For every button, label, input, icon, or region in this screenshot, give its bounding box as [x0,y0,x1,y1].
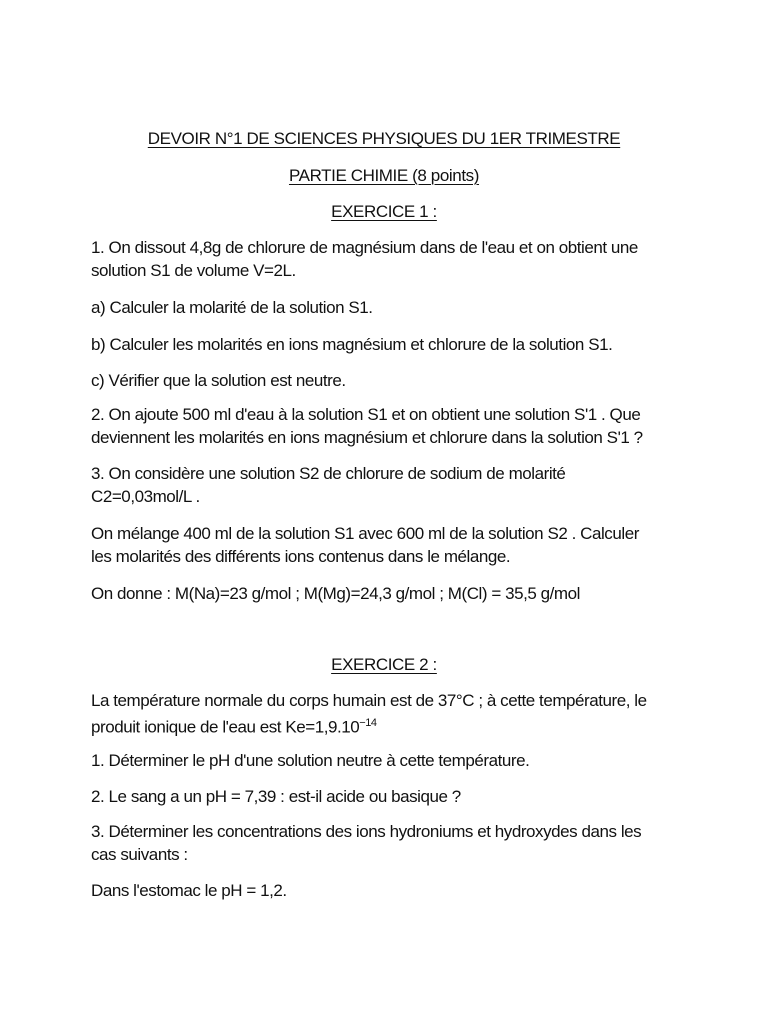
exercise2-question2-text: 2. Le sang a un pH = 7,39 : est-il acide ou basique ? [91,787,461,806]
exercise1-question-a [91,296,691,319]
exercise2-heading-text: EXERCICE 2 : [331,655,437,674]
document-title [0,129,768,149]
exercise2-case-stomach [91,879,691,902]
exercise1-heading-text: EXERCICE 1 : [331,202,437,221]
exercise1-question2-line1: 2. On ajoute 500 ml d'eau à la solution S1 et on obtient une solution S'1 . Que [91,405,641,424]
exercise2-intro-exponent: −14 [359,717,377,729]
exercise1-question-a-text: a) Calculer la molarité de la solution S1. [91,298,373,317]
exercise1-question1-line1: 1. On dissout 4,8g de chlorure de magnésium dans de l'eau et on obtient une [91,238,638,257]
exercise2-question3 [91,820,691,866]
exercise1-question2 [91,403,691,449]
exercise1-question-c-text: c) Vérifier que la solution est neutre. [91,371,346,390]
exercise2-question3-line1: 3. Déterminer les concentrations des ions hydroniums et hydroxydes dans les [91,822,642,841]
document-title-text: DEVOIR N°1 DE SCIENCES PHYSIQUES DU 1ER TRIMESTRE [147,129,621,148]
exercise2-intro-line1: La température normale du corps humain est de 37°C ; à cette température, le [91,691,647,710]
exercise2-case-stomach-text: Dans l'estomac le pH = 1,2. [91,881,287,900]
exercise2-question3-line2: cas suivants : [91,845,188,864]
exercise1-question-b [91,333,691,356]
exercise2-question2 [91,785,691,808]
section-title [0,166,768,186]
exercise1-question3-line1: 3. On considère une solution S2 de chlorure de sodium de molarité [91,464,566,483]
exercise1-heading [0,202,768,222]
section-title-text: PARTIE CHIMIE (8 points) [288,166,480,185]
exercise2-intro-line2 [91,712,691,739]
exercise2-intro-line2-text: produit ionique de l'eau est Ke=1,9.10 [91,717,360,737]
exercise2-question1-text: 1. Déterminer le pH d'une solution neutre à cette température. [91,751,530,770]
exercise2-heading [0,655,768,675]
exercise1-given-data [91,582,691,605]
exercise1-question1 [91,236,691,282]
exercise1-mixture-line2: les molarités des différents ions contenus dans le mélange. [91,547,511,566]
exercise2-intro [91,689,691,739]
exercise1-question-c [91,369,691,392]
exercise1-question1-line2: solution S1 de volume V=2L. [91,261,296,280]
exercise1-question3 [91,462,691,508]
exercise1-question3-line2: C2=0,03mol/L . [91,487,200,506]
exercise1-mixture [91,522,691,568]
exercise1-question2-line2: deviennent les molarités en ions magnésium et chlorure dans la solution S'1 ? [91,428,643,447]
exercise2-question1 [91,749,691,772]
exercise1-question-b-text: b) Calculer les molarités en ions magnésium et chlorure de la solution S1. [91,335,613,354]
exercise1-mixture-line1: On mélange 400 ml de la solution S1 avec 600 ml de la solution S2 . Calculer [91,524,639,543]
exercise1-given-data-text: On donne : M(Na)=23 g/mol ; M(Mg)=24,3 g/mol ; M(Cl) = 35,5 g/mol [91,584,580,603]
